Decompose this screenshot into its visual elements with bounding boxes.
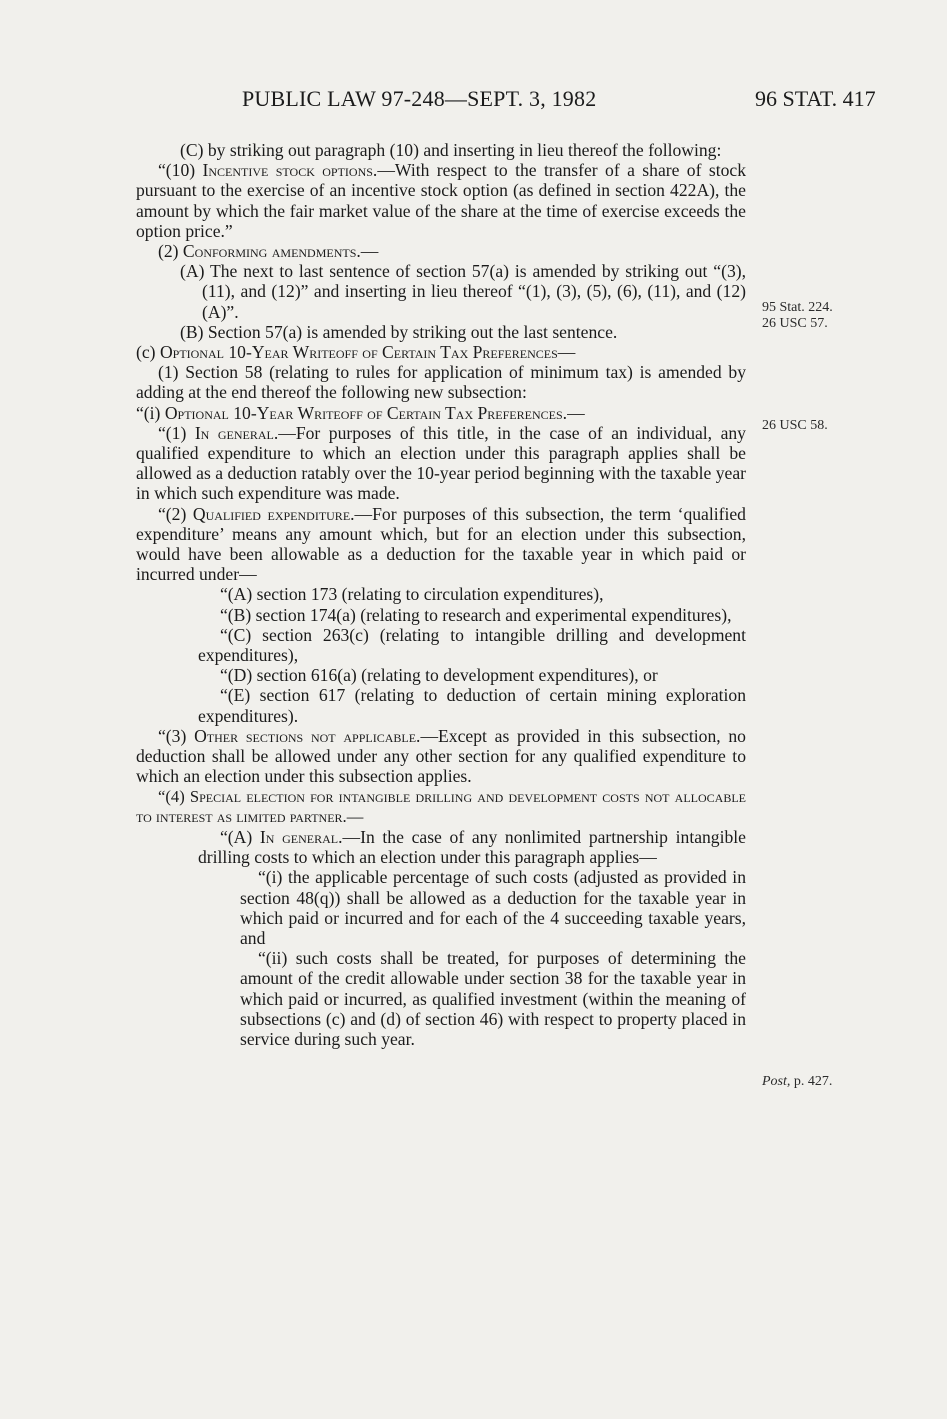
paragraph-1-in-general bbox=[136, 423, 746, 504]
paragraph-number: (2) bbox=[158, 241, 183, 262]
paragraph-number: “(4) bbox=[158, 786, 190, 806]
paragraph-number: “(i) bbox=[136, 402, 165, 423]
margin-note-italic: Post, bbox=[762, 1074, 791, 1089]
page-header-title: PUBLIC LAW 97-248—SEPT. 3, 1982 bbox=[242, 86, 597, 111]
paragraph-heading: In general. bbox=[259, 826, 343, 847]
subsection-i-heading bbox=[136, 403, 746, 423]
list-item-a-section-173: “(A) section 173 (relating to circulation expenditures), bbox=[220, 584, 604, 605]
paragraph-heading: Qualified expenditure. bbox=[192, 503, 355, 524]
page-header-stat: 96 STAT. 417 bbox=[755, 86, 876, 111]
paragraph-heading: In general. bbox=[194, 422, 279, 443]
margin-note-line: 95 Stat. 224. bbox=[762, 300, 833, 315]
document-body bbox=[136, 140, 746, 1049]
paragraph-heading: Optional 10-Year Writeoff of Certain Tax Preferences. bbox=[164, 402, 568, 423]
margin-note-26-usc-58: 26 USC 58. bbox=[762, 418, 828, 433]
paragraph-1-section-58: (1) Section 58 (relating to rules for application of minimum tax) is amended by adding at the end thereof the following new subsection: bbox=[136, 362, 746, 403]
paragraph-b-section-57a: (B) Section 57(a) is amended by striking out the last sentence. bbox=[180, 321, 618, 342]
paragraph-heading: Optional 10-Year Writeoff of Certain Tax Preferences bbox=[159, 342, 558, 363]
paragraph-number: “(3) bbox=[158, 725, 195, 746]
margin-note-95-stat bbox=[762, 300, 833, 332]
paragraph-text: —For purposes of this title, in the case of an individual, any qualified expenditure to which an election under this paragraph applies shall be allowed as a deduction ratably over the 10-year period beginning with the taxable year in which such expenditure was made. bbox=[136, 422, 746, 504]
paragraph-heading: Other sections not applicable. bbox=[194, 725, 421, 746]
clause-ii-such-costs: “(ii) such costs shall be treated, for purposes of determining the amount of the credit allowable under section 38 for the taxable year in which paid or incurred, as qualified investment (within the meaning of subsections (c) and (d) of section 46) with respect to property placed in service during such year. bbox=[240, 948, 746, 1049]
paragraph-text: —With respect to the transfer of a share of stock pursuant to the exercise of an incentive stock option (as defined in section 422A), the amount by which the fair market value of the share at the time of exercise exceeds the option price.” bbox=[136, 160, 746, 241]
clause-i-applicable-percentage: “(i) the applicable percentage of such costs (adjusted as provided in section 48(q)) shall be allowed as a deduction for the taxable year in which paid or incurred and for each of the 4 succeeding taxable years, and bbox=[240, 867, 746, 948]
paragraph-c-striking: (C) by striking out paragraph (10) and inserting in lieu thereof the following: bbox=[180, 140, 722, 160]
paragraph-text: —In the case of any nonlimited partnership intangible drilling costs to which an election under this paragraph applies— bbox=[198, 826, 746, 868]
list-item-c-section-263c: “(C) section 263(c) (relating to intangible drilling and development expenditures), bbox=[198, 624, 746, 666]
margin-note-post bbox=[762, 1074, 832, 1090]
paragraph-number: (c) bbox=[136, 342, 160, 363]
margin-note-line: 26 USC 57. bbox=[762, 316, 828, 331]
list-item-b-section-174a: “(B) section 174(a) (relating to research and experimental expenditures), bbox=[220, 604, 732, 625]
paragraph-4-special-election bbox=[136, 787, 746, 827]
paragraph-heading: Conforming amendments. bbox=[182, 241, 361, 262]
paragraph-heading: “(10) Incentive stock options. bbox=[158, 160, 378, 181]
paragraph-3-other-sections bbox=[136, 726, 746, 787]
paragraph-2-conforming bbox=[136, 241, 746, 261]
paragraph-2-qualified-expenditure bbox=[136, 504, 746, 585]
paragraph-number: “(A) bbox=[220, 826, 260, 847]
paragraph-number: “(1) bbox=[158, 422, 195, 443]
paragraph-dash: — bbox=[557, 342, 576, 363]
paragraph-text: —For purposes of this subsection, the term ‘qualified expenditure’ means any amount which, but for an election under this subsection, would have been allowable as a deduction for the taxable year in which paid or incurred under— bbox=[136, 503, 746, 585]
section-c-optional-writeoff bbox=[136, 342, 746, 362]
paragraph-a-in-general bbox=[136, 827, 746, 867]
margin-note-rest: p. 427. bbox=[790, 1074, 833, 1089]
list-item-d-section-616a: “(D) section 616(a) (relating to development expenditures), or bbox=[220, 665, 658, 686]
paragraph-dash: — bbox=[567, 402, 585, 423]
paragraph-text: —Except as provided in this subsection, no deduction shall be allowed under any other section for any qualified expenditure to which an election under this subsection applies. bbox=[136, 725, 746, 787]
paragraph-a-next-to-last: (A) The next to last sentence of section 57(a) is amended by striking out “(3), (11), and (12)” and inserting in lieu thereof “(1), (3), (5), (6), (11), and (12)(A)”. bbox=[180, 261, 746, 322]
paragraph-dash: — bbox=[360, 241, 379, 262]
paragraph-dash: — bbox=[346, 806, 364, 826]
paragraph-heading: Special election for intangible drilling and development costs not allocable to interest as limited partner. bbox=[136, 786, 746, 826]
paragraph-10-incentive bbox=[136, 160, 746, 241]
list-item-e-section-617: “(E) section 617 (relating to deduction of certain mining exploration expenditures). bbox=[198, 685, 746, 726]
paragraph-number: “(2) bbox=[158, 503, 193, 524]
